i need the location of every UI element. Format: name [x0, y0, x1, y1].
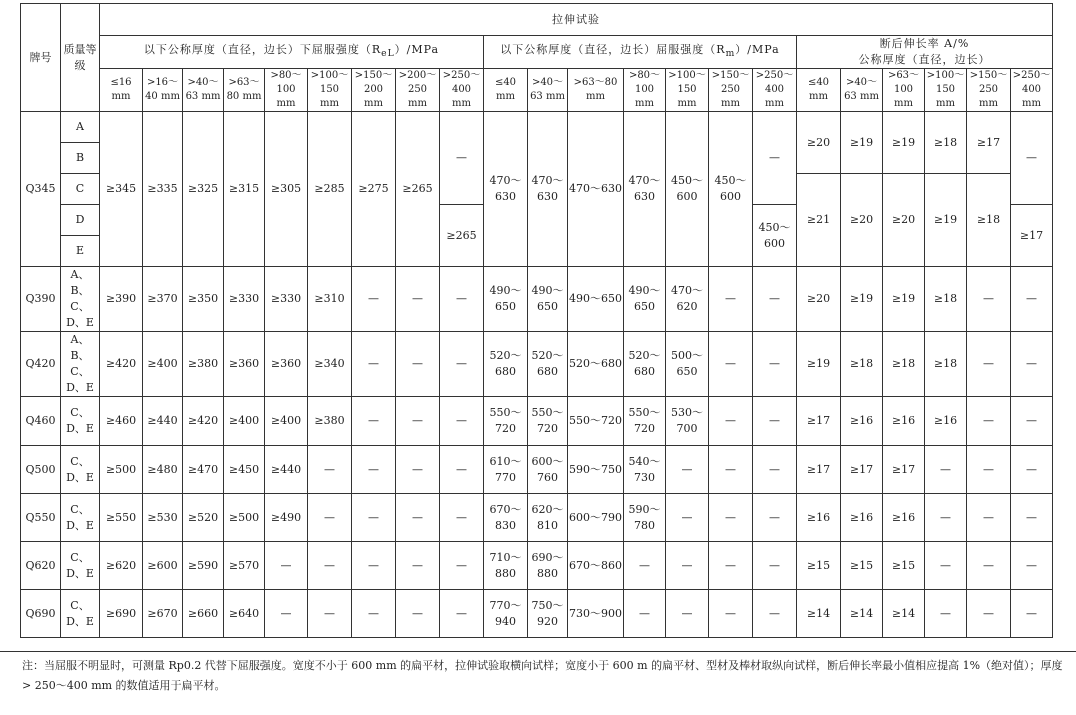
- value-cell: 550～720: [528, 397, 568, 446]
- value-cell: —: [925, 542, 967, 590]
- value-cell: ≥17: [841, 446, 883, 494]
- quality-cell: D: [61, 205, 100, 236]
- yield-col-header: ≤16 mm: [100, 69, 143, 112]
- value-cell: ≥20: [841, 174, 883, 267]
- tensile-col-header: >40～63 mm: [528, 69, 568, 112]
- value-cell: —: [1011, 332, 1053, 397]
- value-cell: —: [396, 542, 440, 590]
- value-cell: —: [308, 446, 352, 494]
- value-cell: ≥345: [100, 112, 143, 267]
- value-cell: ≥670: [143, 590, 183, 638]
- value-cell: ≥17: [967, 112, 1011, 174]
- value-cell: ≥620: [100, 542, 143, 590]
- yield-col-header: >40～63 mm: [183, 69, 224, 112]
- tensile-col-header: >150～250 mm: [709, 69, 753, 112]
- quality-cell: A、B、C、D、E: [61, 332, 100, 397]
- value-cell: 670～830: [484, 494, 528, 542]
- value-cell: —: [967, 267, 1011, 332]
- value-cell: —: [624, 590, 666, 638]
- value-cell: ≥275: [352, 112, 396, 267]
- value-cell: ≥18: [925, 267, 967, 332]
- value-cell: ≥19: [883, 267, 925, 332]
- value-cell: —: [925, 494, 967, 542]
- value-cell: —: [352, 332, 396, 397]
- value-cell: 470～630: [528, 112, 568, 267]
- tensile-col-header: >100～150 mm: [666, 69, 709, 112]
- value-cell: ≥16: [797, 494, 841, 542]
- value-cell: 520～680: [624, 332, 666, 397]
- steel-properties-table: [20, 3, 1053, 638]
- value-cell: —: [396, 494, 440, 542]
- value-cell: ≥690: [100, 590, 143, 638]
- value-cell: ≥330: [224, 267, 265, 332]
- grade-cell: Q345: [21, 112, 61, 267]
- value-cell: ≥15: [797, 542, 841, 590]
- value-cell: ≥20: [797, 267, 841, 332]
- value-cell: —: [440, 542, 484, 590]
- table-row: [21, 397, 1053, 446]
- value-cell: —: [709, 332, 753, 397]
- value-cell: ≥400: [143, 332, 183, 397]
- value-cell: —: [624, 542, 666, 590]
- value-cell: ≥265: [396, 112, 440, 267]
- value-cell: ≥350: [183, 267, 224, 332]
- quality-cell: A: [61, 112, 100, 143]
- grade-cell: Q690: [21, 590, 61, 638]
- value-cell: ≥500: [100, 446, 143, 494]
- value-cell: —: [753, 542, 797, 590]
- value-cell: —: [352, 494, 396, 542]
- value-cell: —: [967, 397, 1011, 446]
- value-cell: ≥17: [797, 397, 841, 446]
- value-cell: —: [1011, 446, 1053, 494]
- yield-col-header: >250～400 mm: [440, 69, 484, 112]
- value-cell: 450～600: [753, 205, 797, 267]
- value-cell: 550～720: [624, 397, 666, 446]
- value-cell: —: [1011, 397, 1053, 446]
- value-cell: —: [1011, 267, 1053, 332]
- value-cell: ≥600: [143, 542, 183, 590]
- value-cell: 610～770: [484, 446, 528, 494]
- value-cell: —: [967, 332, 1011, 397]
- value-cell: ≥335: [143, 112, 183, 267]
- value-cell: —: [352, 397, 396, 446]
- value-cell: ≥17: [1011, 205, 1053, 267]
- value-cell: ≥370: [143, 267, 183, 332]
- value-cell: ≥18: [841, 332, 883, 397]
- value-cell: 550～720: [568, 397, 624, 446]
- value-cell: 540～730: [624, 446, 666, 494]
- value-cell: ≥16: [841, 397, 883, 446]
- value-cell: ≥14: [883, 590, 925, 638]
- value-cell: ≥380: [308, 397, 352, 446]
- value-cell: —: [440, 332, 484, 397]
- value-cell: ≥440: [143, 397, 183, 446]
- value-cell: ≥16: [883, 494, 925, 542]
- value-cell: —: [265, 542, 308, 590]
- value-cell: ≥14: [841, 590, 883, 638]
- value-cell: —: [666, 446, 709, 494]
- value-cell: —: [967, 590, 1011, 638]
- value-cell: —: [440, 446, 484, 494]
- value-cell: —: [709, 590, 753, 638]
- value-cell: 730～900: [568, 590, 624, 638]
- value-cell: ≥305: [265, 112, 308, 267]
- value-cell: —: [709, 542, 753, 590]
- grade-cell: Q500: [21, 446, 61, 494]
- quality-cell: C、D、E: [61, 446, 100, 494]
- value-cell: ≥315: [224, 112, 265, 267]
- value-cell: —: [440, 267, 484, 332]
- grade-cell: Q460: [21, 397, 61, 446]
- value-cell: ≥17: [797, 446, 841, 494]
- value-cell: ≥19: [841, 112, 883, 174]
- value-cell: —: [753, 494, 797, 542]
- value-cell: —: [440, 112, 484, 205]
- value-cell: ≥360: [265, 332, 308, 397]
- quality-cell: C: [61, 174, 100, 205]
- value-cell: ≥340: [308, 332, 352, 397]
- value-cell: 550～720: [484, 397, 528, 446]
- value-cell: ≥490: [265, 494, 308, 542]
- tensile-col-header: >250～400 mm: [753, 69, 797, 112]
- header-tensile-test: 拉伸试验: [100, 4, 1053, 36]
- header-tensile-group: 以下公称厚度（直径，边长）屈服强度$(R_m)$/MPa: [484, 36, 797, 69]
- quality-cell: C、D、E: [61, 590, 100, 638]
- value-cell: 520～680: [528, 332, 568, 397]
- value-cell: 520～680: [568, 332, 624, 397]
- value-cell: 750～920: [528, 590, 568, 638]
- value-cell: ≥325: [183, 112, 224, 267]
- tensile-col-header: >80～100 mm: [624, 69, 666, 112]
- value-cell: —: [352, 267, 396, 332]
- table-row: [21, 542, 1053, 590]
- value-cell: —: [308, 590, 352, 638]
- value-cell: 450～600: [666, 112, 709, 267]
- value-cell: ≥530: [143, 494, 183, 542]
- value-cell: ≥265: [440, 205, 484, 267]
- value-cell: —: [666, 494, 709, 542]
- value-cell: —: [967, 446, 1011, 494]
- value-cell: 450～600: [709, 112, 753, 267]
- value-cell: ≥16: [883, 397, 925, 446]
- quality-cell: C、D、E: [61, 494, 100, 542]
- value-cell: —: [753, 112, 797, 205]
- header-grade: 牌号: [21, 4, 61, 112]
- value-cell: —: [709, 494, 753, 542]
- value-cell: ≥15: [841, 542, 883, 590]
- yield-col-header: >80～100 mm: [265, 69, 308, 112]
- value-cell: —: [352, 542, 396, 590]
- table-row: [21, 267, 1053, 332]
- value-cell: ≥400: [265, 397, 308, 446]
- value-cell: ≥500: [224, 494, 265, 542]
- value-cell: ≥19: [883, 112, 925, 174]
- elong-col-header: >250～400 mm: [1011, 69, 1053, 112]
- value-cell: ≥520: [183, 494, 224, 542]
- value-cell: —: [396, 590, 440, 638]
- value-cell: 690～880: [528, 542, 568, 590]
- yield-col-header: >200～250 mm: [396, 69, 440, 112]
- grade-cell: Q550: [21, 494, 61, 542]
- value-cell: —: [753, 397, 797, 446]
- value-cell: 520～680: [484, 332, 528, 397]
- value-cell: 670～860: [568, 542, 624, 590]
- value-cell: —: [967, 494, 1011, 542]
- value-cell: 470～630: [484, 112, 528, 267]
- value-cell: —: [1011, 542, 1053, 590]
- value-cell: —: [1011, 112, 1053, 205]
- table-row: [21, 446, 1053, 494]
- value-cell: ≥14: [797, 590, 841, 638]
- elong-col-header: >40～63 mm: [841, 69, 883, 112]
- value-cell: ≥17: [883, 446, 925, 494]
- value-cell: 490～650: [624, 267, 666, 332]
- value-cell: 470～630: [568, 112, 624, 267]
- value-cell: —: [753, 446, 797, 494]
- yield-col-header: >100～150 mm: [308, 69, 352, 112]
- value-cell: ≥420: [100, 332, 143, 397]
- value-cell: ≥18: [883, 332, 925, 397]
- value-cell: ≥16: [841, 494, 883, 542]
- value-cell: ≥380: [183, 332, 224, 397]
- quality-cell: E: [61, 236, 100, 267]
- value-cell: —: [1011, 590, 1053, 638]
- value-cell: 600～760: [528, 446, 568, 494]
- value-cell: 500～650: [666, 332, 709, 397]
- value-cell: —: [440, 590, 484, 638]
- value-cell: ≥420: [183, 397, 224, 446]
- value-cell: ≥19: [797, 332, 841, 397]
- value-cell: ≥18: [925, 332, 967, 397]
- value-cell: —: [265, 590, 308, 638]
- value-cell: —: [308, 494, 352, 542]
- value-cell: —: [666, 542, 709, 590]
- value-cell: —: [352, 590, 396, 638]
- value-cell: ≥660: [183, 590, 224, 638]
- value-cell: ≥360: [224, 332, 265, 397]
- value-cell: —: [396, 332, 440, 397]
- value-cell: ≥15: [883, 542, 925, 590]
- value-cell: 470～630: [624, 112, 666, 267]
- value-cell: —: [396, 446, 440, 494]
- yield-col-header: >63～80 mm: [224, 69, 265, 112]
- table-row: [21, 590, 1053, 638]
- header-quality: 质量等级: [61, 4, 100, 112]
- value-cell: ≥640: [224, 590, 265, 638]
- value-cell: 620～810: [528, 494, 568, 542]
- value-cell: —: [709, 446, 753, 494]
- value-cell: ≥570: [224, 542, 265, 590]
- value-cell: ≥19: [841, 267, 883, 332]
- table-row: [21, 332, 1053, 397]
- value-cell: ≥16: [925, 397, 967, 446]
- value-cell: ≥480: [143, 446, 183, 494]
- value-cell: ≥550: [100, 494, 143, 542]
- value-cell: —: [308, 542, 352, 590]
- value-cell: —: [666, 590, 709, 638]
- grade-cell: Q620: [21, 542, 61, 590]
- value-cell: 470～620: [666, 267, 709, 332]
- value-cell: ≥400: [224, 397, 265, 446]
- value-cell: ≥330: [265, 267, 308, 332]
- grade-cell: Q390: [21, 267, 61, 332]
- value-cell: ≥18: [967, 174, 1011, 267]
- value-cell: 530～700: [666, 397, 709, 446]
- yield-col-header: >16～40 mm: [143, 69, 183, 112]
- value-cell: ≥460: [100, 397, 143, 446]
- elong-col-header: ≤40 mm: [797, 69, 841, 112]
- value-cell: 490～650: [484, 267, 528, 332]
- yield-col-header: >150～200 mm: [352, 69, 396, 112]
- value-cell: ≥450: [224, 446, 265, 494]
- value-cell: ≥21: [797, 174, 841, 267]
- header-yield-group: 以下公称厚度（直径，边长）下屈服强度$(R_{eL})$/MPa: [100, 36, 484, 69]
- quality-cell: A、B、C、D、E: [61, 267, 100, 332]
- value-cell: 710～880: [484, 542, 528, 590]
- elong-col-header: >63～100 mm: [883, 69, 925, 112]
- value-cell: 770～940: [484, 590, 528, 638]
- table-footnote: 注：当屈服不明显时，可测量 Rp0.2 代替下屈服强度。宽度不小于 600 mm 的扁平材，拉伸试验取横向试样；宽度小于 600 m 的扁平材、型材及棒材取纵向试样，断后伸长率最小值相应提高 1%（绝对值）；厚度 > 250～400 mm 的数值适用于扁平材。: [0, 651, 1076, 711]
- value-cell: —: [396, 267, 440, 332]
- value-cell: 600～790: [568, 494, 624, 542]
- grade-cell: Q420: [21, 332, 61, 397]
- tensile-col-header: ≤40 mm: [484, 69, 528, 112]
- quality-cell: C、D、E: [61, 397, 100, 446]
- value-cell: 590～750: [568, 446, 624, 494]
- value-cell: —: [753, 590, 797, 638]
- value-cell: ≥390: [100, 267, 143, 332]
- value-cell: —: [352, 446, 396, 494]
- quality-cell: C、D、E: [61, 542, 100, 590]
- value-cell: —: [396, 397, 440, 446]
- value-cell: —: [709, 267, 753, 332]
- value-cell: 490～650: [568, 267, 624, 332]
- value-cell: ≥440: [265, 446, 308, 494]
- value-cell: ≥590: [183, 542, 224, 590]
- table-row: [21, 494, 1053, 542]
- value-cell: —: [709, 397, 753, 446]
- elong-col-header: >150～250 mm: [967, 69, 1011, 112]
- value-cell: 490～650: [528, 267, 568, 332]
- header-elongation-group: 断后伸长率 A/% 公称厚度（直径，边长）: [797, 36, 1053, 69]
- value-cell: ≥20: [797, 112, 841, 174]
- value-cell: ≥285: [308, 112, 352, 267]
- value-cell: —: [925, 446, 967, 494]
- quality-cell: B: [61, 143, 100, 174]
- value-cell: —: [440, 397, 484, 446]
- value-cell: ≥470: [183, 446, 224, 494]
- value-cell: —: [1011, 494, 1053, 542]
- value-cell: ≥18: [925, 112, 967, 174]
- value-cell: —: [753, 267, 797, 332]
- value-cell: ≥310: [308, 267, 352, 332]
- tensile-col-header: >63～80 mm: [568, 69, 624, 112]
- value-cell: ≥20: [883, 174, 925, 267]
- value-cell: —: [925, 590, 967, 638]
- value-cell: —: [753, 332, 797, 397]
- value-cell: —: [440, 494, 484, 542]
- value-cell: —: [967, 542, 1011, 590]
- value-cell: ≥19: [925, 174, 967, 267]
- elong-col-header: >100～150 mm: [925, 69, 967, 112]
- value-cell: 590～780: [624, 494, 666, 542]
